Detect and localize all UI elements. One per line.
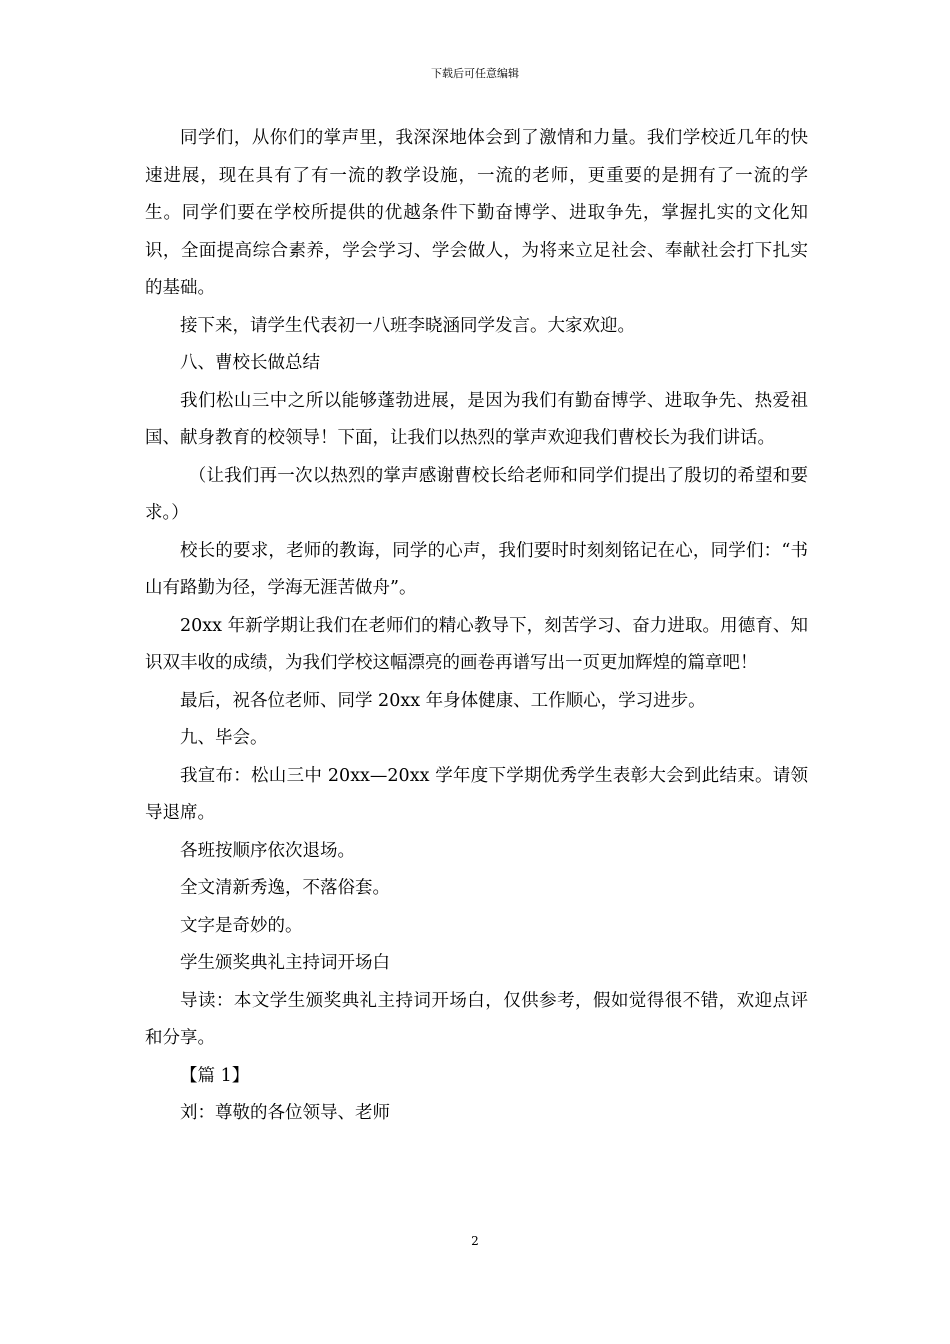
article-title: 学生颁奖典礼主持词开场白 [180, 953, 390, 973]
paragraph: 我们松山三中之所以能够蓬勃进展，是因为我们有勤奋博学、进取争先、热爱祖国、献身教育的校领导！下面，让我们以热烈的掌声欢迎我们曹校长为我们讲话。 [145, 390, 808, 448]
paragraph: 校长的要求，老师的教诲，同学的心声，我们要时时刻刻铭记在心，同学们：“书山有路勤为径，学海无涯苦做舟”。 [145, 540, 808, 598]
paragraph: 文字是奇妙的。 [180, 915, 303, 936]
document-body [145, 120, 808, 1133]
paragraph: 同学们，从你们的掌声里，我深深地体会到了激情和力量。我们学校近几年的快速进展，现在具有了有一流的教学设施，一流的老师，更重要的是拥有了一流的学生。同学们要在学校所提供的优越条件下勤奋博学、进取争先，掌握扎实的文化知识，全面提高综合素养，学会学习、学会做人，为将来立足社会、奉献社会打下扎实的基础。 [145, 128, 808, 298]
paragraph: 20xx 年新学期让我们在老师们的精心教导下，刻苦学习、奋力进取。用德育、知识双丰收的成绩，为我们学校这幅漂亮的画卷再谱写出一页更加辉煌的篇章吧！ [145, 615, 808, 673]
paragraph: （让我们再一次以热烈的掌声感谢曹校长给老师和同学们提出了殷切的希望和要求。） [145, 465, 808, 523]
section-heading: 九、毕会。 [180, 728, 268, 748]
section-heading: 【篇 1】 [180, 1065, 250, 1086]
paragraph: 我宣布：松山三中 20xx—20xx 学年度下学期优秀学生表彰大会到此结束。请领导退席。 [145, 765, 808, 823]
paragraph: 全文清新秀逸，不落俗套。 [180, 878, 390, 898]
paragraph: 导读：本文学生颁奖典礼主持词开场白，仅供参考，假如觉得很不错，欢迎点评和分享。 [145, 990, 808, 1048]
paragraph: 刘：尊敬的各位领导、老师 [180, 1103, 390, 1123]
paragraph: 各班按顺序依次退场。 [180, 840, 355, 861]
paragraph: 接下来，请学生代表初一八班李晓涵同学发言。大家欢迎。 [180, 315, 635, 336]
page-number: 2 [471, 1234, 479, 1248]
paragraph: 最后，祝各位老师、同学 20xx 年身体健康、工作顺心，学习进步。 [180, 690, 706, 711]
page-header: 下载后可任意编辑 [431, 67, 519, 80]
section-heading: 八、曹校长做总结 [180, 353, 320, 373]
